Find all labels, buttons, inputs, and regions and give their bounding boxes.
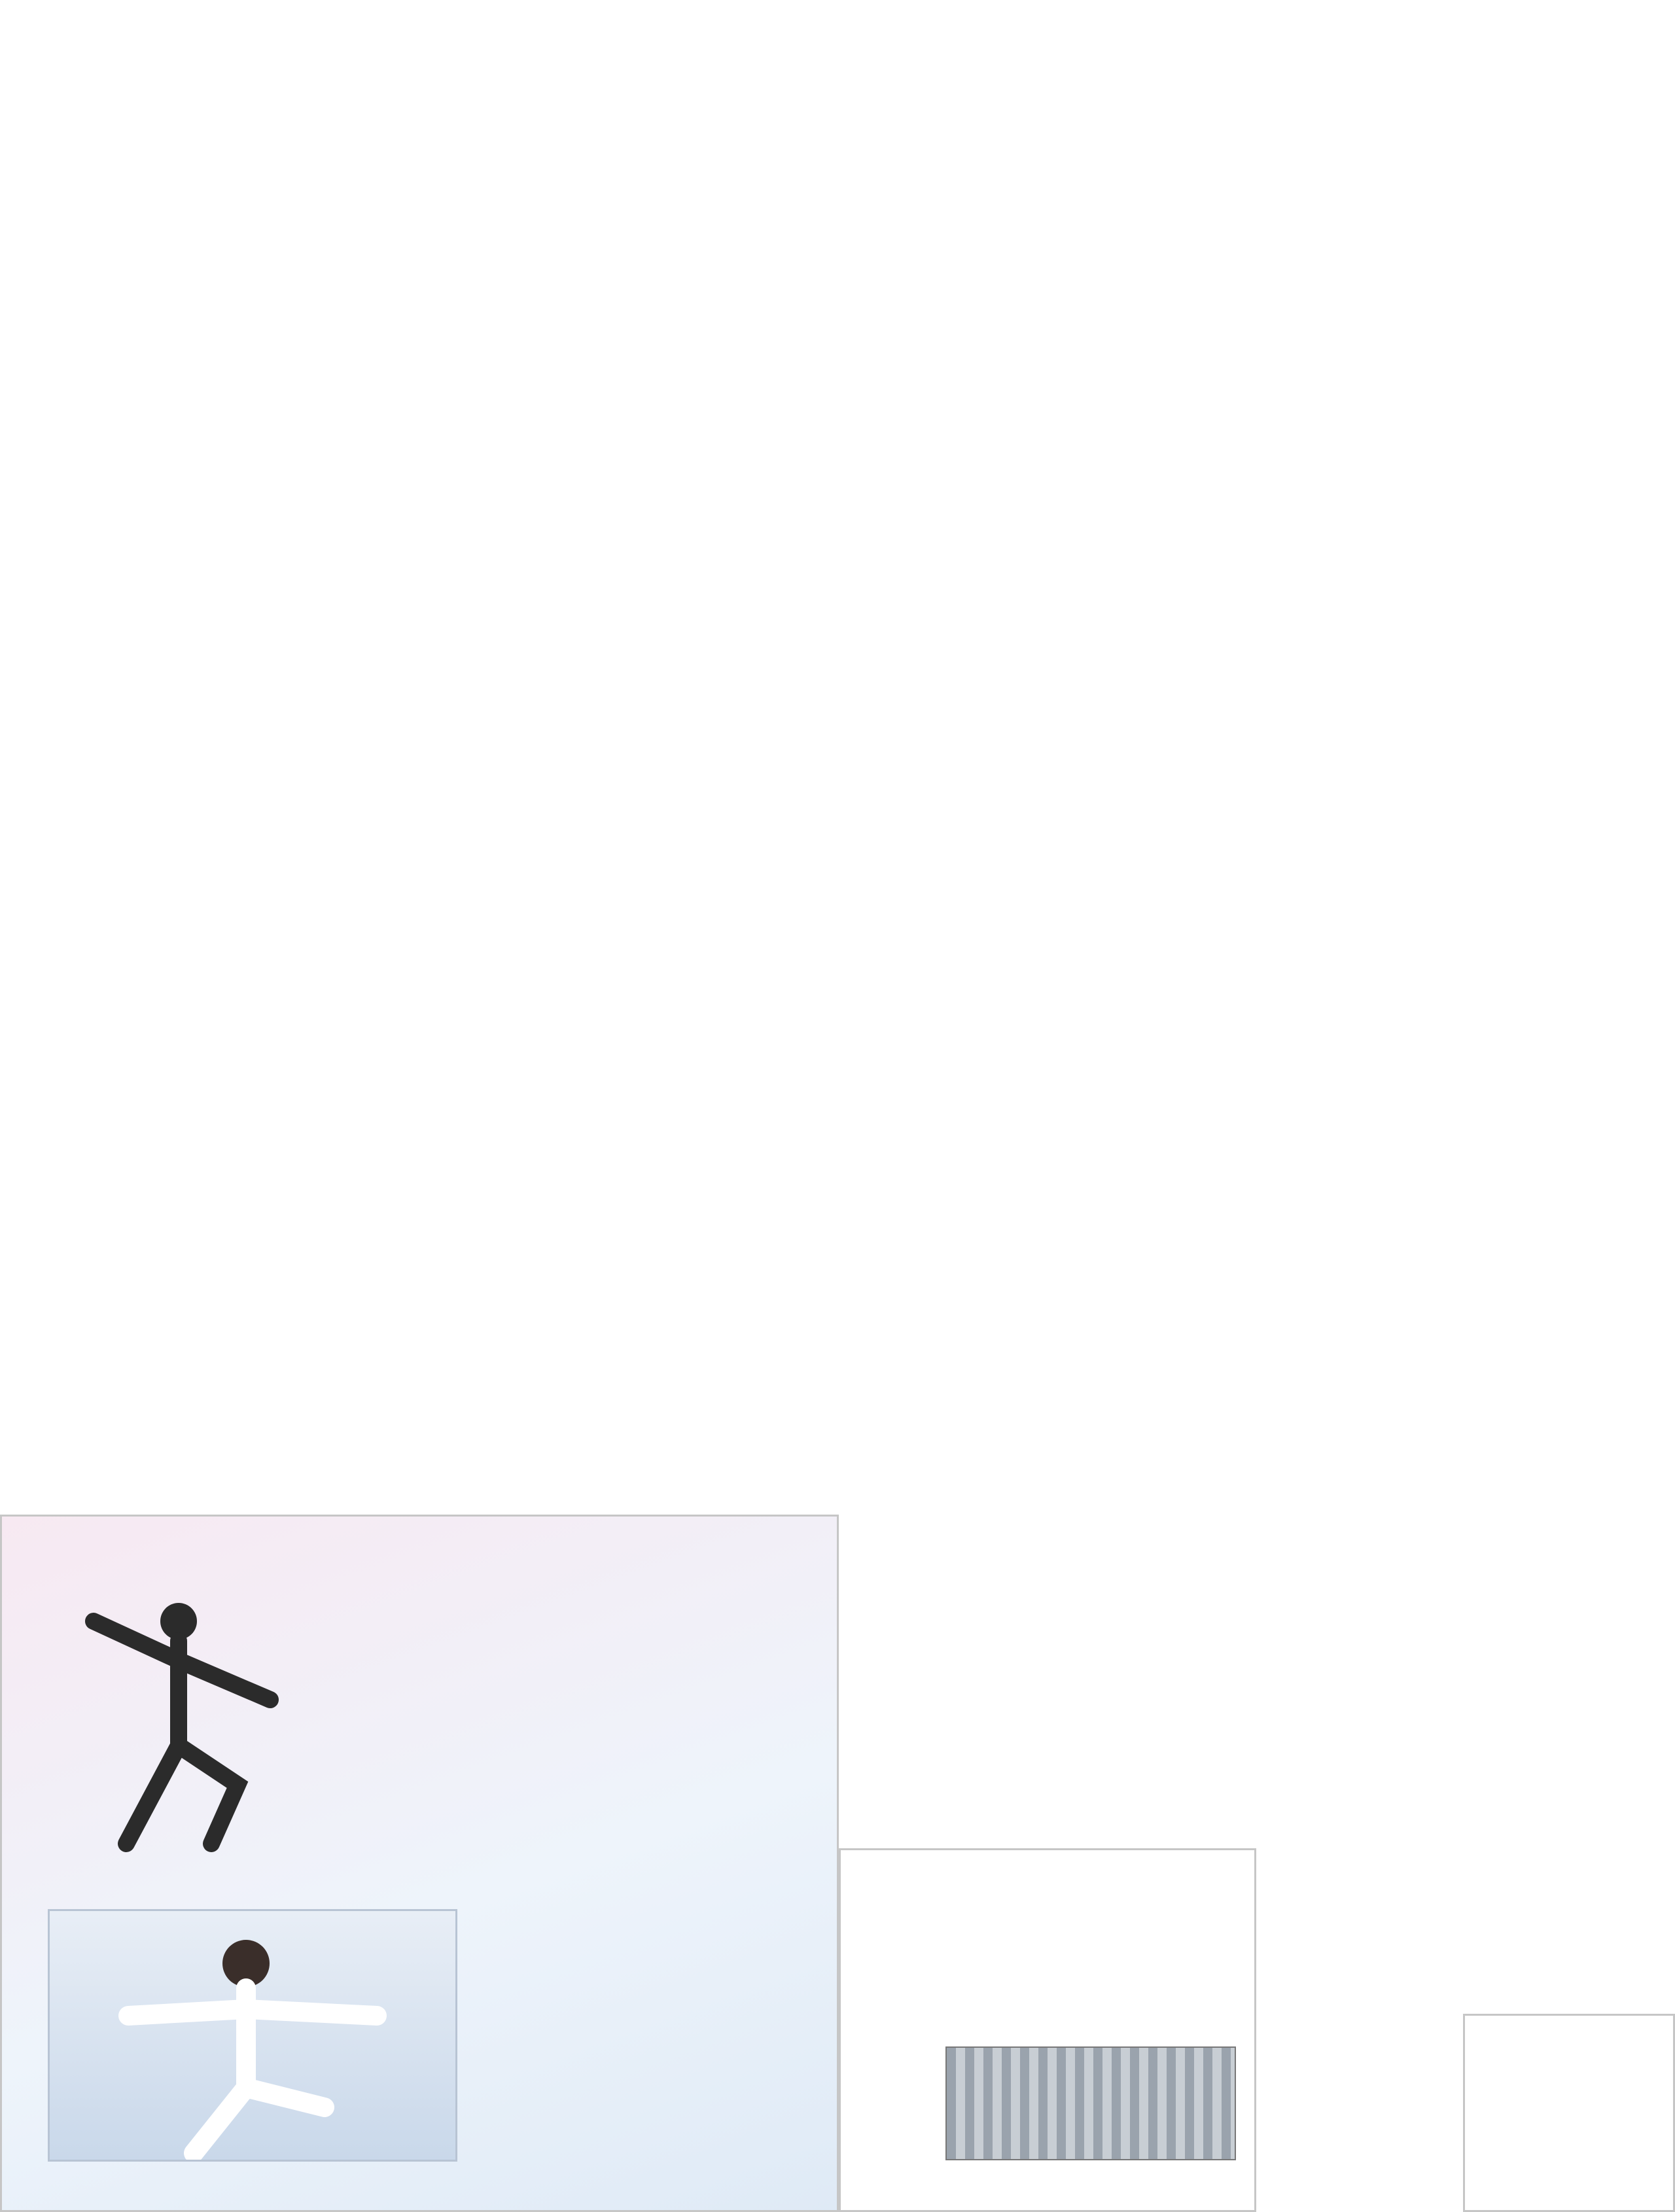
galvanizing-body	[841, 1916, 1254, 1925]
yoga-center-ad[interactable]	[0, 1515, 839, 2212]
ad-reception-box	[1463, 2014, 1675, 2212]
galvanizing-ad[interactable]	[839, 1848, 1256, 2212]
yoga-woman-photo	[48, 1909, 457, 2162]
galvanizing-title	[841, 1865, 1254, 1916]
yoga-pose-silhouette	[54, 1582, 303, 1857]
pipes-photo	[945, 2046, 1236, 2160]
